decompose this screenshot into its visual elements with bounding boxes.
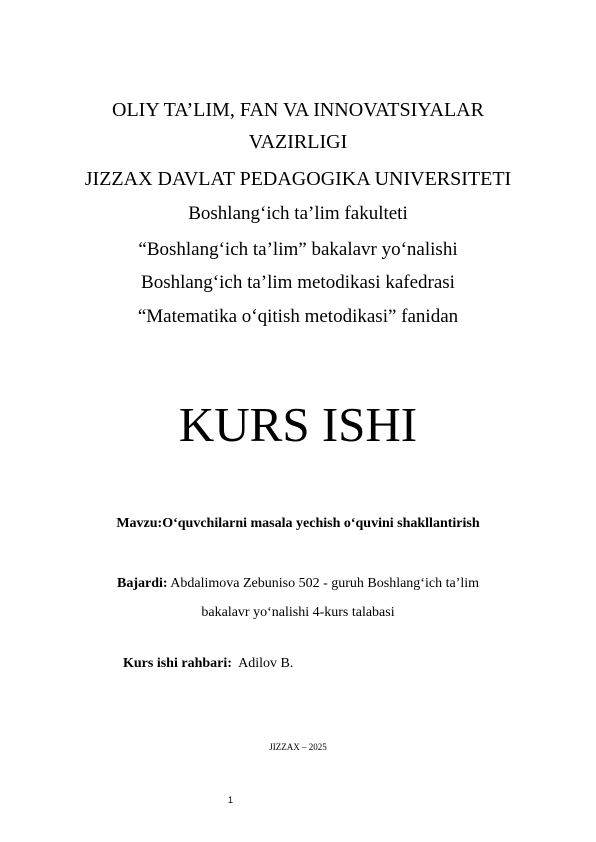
- author-value-line-2: bakalavr yo‘nalishi 4-kurs talabasi: [201, 605, 395, 620]
- city-year: JIZZAX – 2025: [269, 742, 327, 752]
- document-title: KURS ISHI: [178, 397, 418, 452]
- author-line-1: [0, 577, 596, 591]
- university-name: JIZZAX DAVLAT PEDAGOGIKA UNIVERSITETI: [84, 168, 512, 190]
- subject-name: “Matematika o‘qitish metodikasi” fanidan: [137, 306, 459, 327]
- supervisor-label: Kurs ishi rahbari:: [123, 656, 232, 671]
- supervisor-line: [123, 657, 293, 671]
- program-name: “Boshlang‘ich ta’lim” bakalavr yo‘nalishi: [138, 239, 458, 260]
- faculty-name: Boshlang‘ich ta’lim fakulteti: [188, 203, 408, 224]
- department-name: Boshlang‘ich ta’lim metodikasi kafedrasi: [141, 272, 455, 293]
- author-value-line-1: Abdalimova Zebuniso 502 - guruh Boshlang‘ich ta’lim: [167, 576, 479, 591]
- page-number: 1: [228, 795, 234, 805]
- supervisor-value: Adilov B.: [231, 656, 294, 671]
- author-label: Bajardi:: [116, 576, 168, 591]
- ministry-line-1: OLIY TA’LIM, FAN VA INNOVATSIYALAR: [112, 99, 484, 121]
- ministry-line-2: VAZIRLIGI: [248, 131, 348, 153]
- topic-text: Mavzu:O‘quvchilarni masala yechish o‘quvini shakllantirish: [116, 516, 480, 531]
